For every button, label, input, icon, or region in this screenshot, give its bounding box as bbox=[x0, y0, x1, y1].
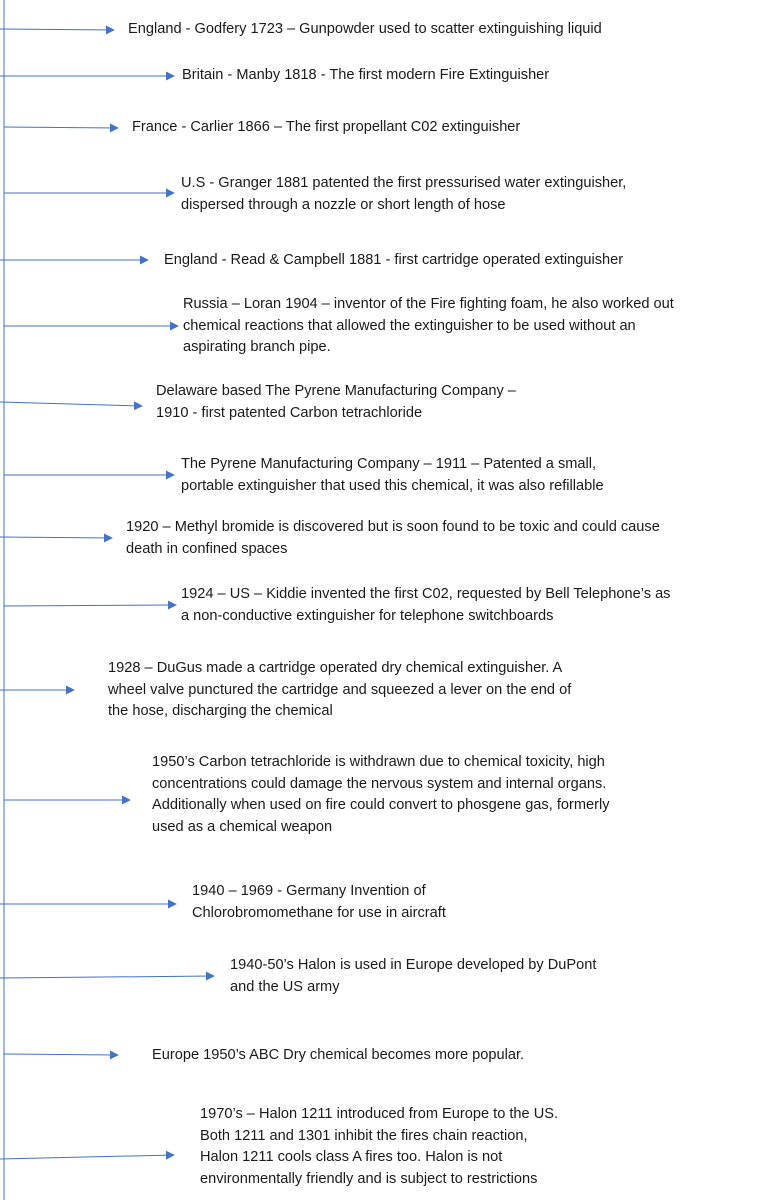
timeline-entry-line: Chlorobromomethane for use in aircraft bbox=[192, 904, 446, 921]
timeline-entry bbox=[156, 381, 516, 424]
timeline-entry-line: 1940 – 1969 - Germany Invention of bbox=[192, 883, 426, 899]
timeline-entry-line: Britain - Manby 1818 - The first modern Fire Extinguisher bbox=[182, 67, 550, 83]
timeline-entry bbox=[152, 1045, 524, 1067]
timeline-entry-line: Russia – Loran 1904 – inventor of the Fire fighting foam, he also worked out bbox=[183, 296, 674, 312]
timeline-entry-line: chemical reactions that allowed the extinguisher to be used without an bbox=[183, 317, 636, 334]
timeline-entry-line: aspirating branch pipe. bbox=[183, 339, 331, 355]
timeline-entry bbox=[164, 250, 623, 272]
timeline-entry-line: death in confined spaces bbox=[126, 540, 288, 557]
timeline-entry-line: portable extinguisher that used this chemical, it was also refillable bbox=[181, 477, 604, 494]
timeline-entry-line: dispersed through a nozzle or short length of hose bbox=[181, 196, 506, 213]
timeline-entry-line: Europe 1950’s ABC Dry chemical becomes more popular. bbox=[152, 1047, 525, 1063]
timeline-entry bbox=[182, 65, 549, 87]
timeline-entry-line: Both 1211 and 1301 inhibit the fires chain reaction, bbox=[200, 1127, 528, 1144]
timeline-arrow bbox=[0, 976, 214, 978]
timeline-entry-line: a non-conductive extinguisher for telephone switchboards bbox=[181, 607, 554, 624]
timeline-arrow bbox=[4, 605, 176, 606]
timeline-entry-line: 1940-50’s Halon is used in Europe developed by DuPont bbox=[230, 957, 597, 973]
timeline-arrow bbox=[4, 1054, 118, 1055]
timeline-entry-line: U.S - Granger 1881 patented the first pressurised water extinguisher, bbox=[181, 175, 627, 191]
timeline-entry-line: and the US army bbox=[230, 978, 340, 995]
timeline-entry-line: 1924 – US – Kiddie invented the first C02, requested by Bell Telephone’s as bbox=[181, 586, 671, 602]
timeline-entry bbox=[128, 19, 602, 41]
timeline-entry-line: 1950’s Carbon tetrachloride is withdrawn due to chemical toxicity, high bbox=[152, 754, 605, 770]
timeline-arrow bbox=[0, 1155, 174, 1159]
timeline-entry bbox=[200, 1104, 558, 1190]
timeline-entry bbox=[192, 881, 446, 924]
timeline-entry bbox=[181, 584, 670, 627]
timeline-entry bbox=[181, 173, 626, 216]
timeline-entry bbox=[126, 517, 660, 560]
timeline-entry-line: wheel valve punctured the cartridge and squeezed a lever on the end of bbox=[108, 681, 572, 698]
timeline-entry-line: used as a chemical weapon bbox=[152, 818, 333, 835]
timeline-entry bbox=[183, 294, 674, 359]
timeline-entry bbox=[132, 117, 520, 139]
timeline-entry bbox=[152, 752, 610, 838]
timeline-entry-line: 1928 – DuGus made a cartridge operated dry chemical extinguisher. A bbox=[108, 660, 563, 676]
timeline-entry bbox=[230, 955, 596, 998]
timeline-arrow bbox=[0, 402, 142, 406]
timeline-entry-line: 1920 – Methyl bromide is discovered but is soon found to be toxic and could cause bbox=[126, 519, 660, 535]
timeline-entry-line: concentrations could damage the nervous system and internal organs. bbox=[152, 775, 607, 792]
timeline-entry-line: England - Read & Campbell 1881 - first cartridge operated extinguisher bbox=[164, 252, 624, 268]
timeline-entry-line: the hose, discharging the chemical bbox=[108, 703, 333, 719]
timeline-arrow bbox=[4, 127, 118, 128]
timeline-entry bbox=[181, 454, 604, 497]
timeline-entry bbox=[108, 658, 571, 723]
timeline-entry-line: environmentally friendly and is subject to restrictions bbox=[200, 1170, 538, 1187]
timeline-arrow bbox=[0, 29, 114, 30]
timeline-entry-line: Delaware based The Pyrene Manufacturing Company – bbox=[156, 383, 516, 399]
timeline-entry-line: Additionally when used on fire could convert to phosgene gas, formerly bbox=[152, 797, 610, 813]
timeline-entry-line: England - Godfery 1723 – Gunpowder used to scatter extinguishing liquid bbox=[128, 21, 602, 37]
timeline-entry-line: Halon 1211 cools class A fires too. Halon is not bbox=[200, 1149, 503, 1165]
timeline-entry-line: France - Carlier 1866 – The first propellant C02 extinguisher bbox=[132, 119, 521, 135]
timeline-entry-line: 1970’s – Halon 1211 introduced from Europe to the US. bbox=[200, 1106, 559, 1122]
timeline-entry-line: The Pyrene Manufacturing Company – 1911 – Patented a small, bbox=[181, 456, 597, 472]
timeline-arrow bbox=[0, 537, 112, 538]
timeline-entry-line: 1910 - first patented Carbon tetrachloride bbox=[156, 404, 423, 421]
